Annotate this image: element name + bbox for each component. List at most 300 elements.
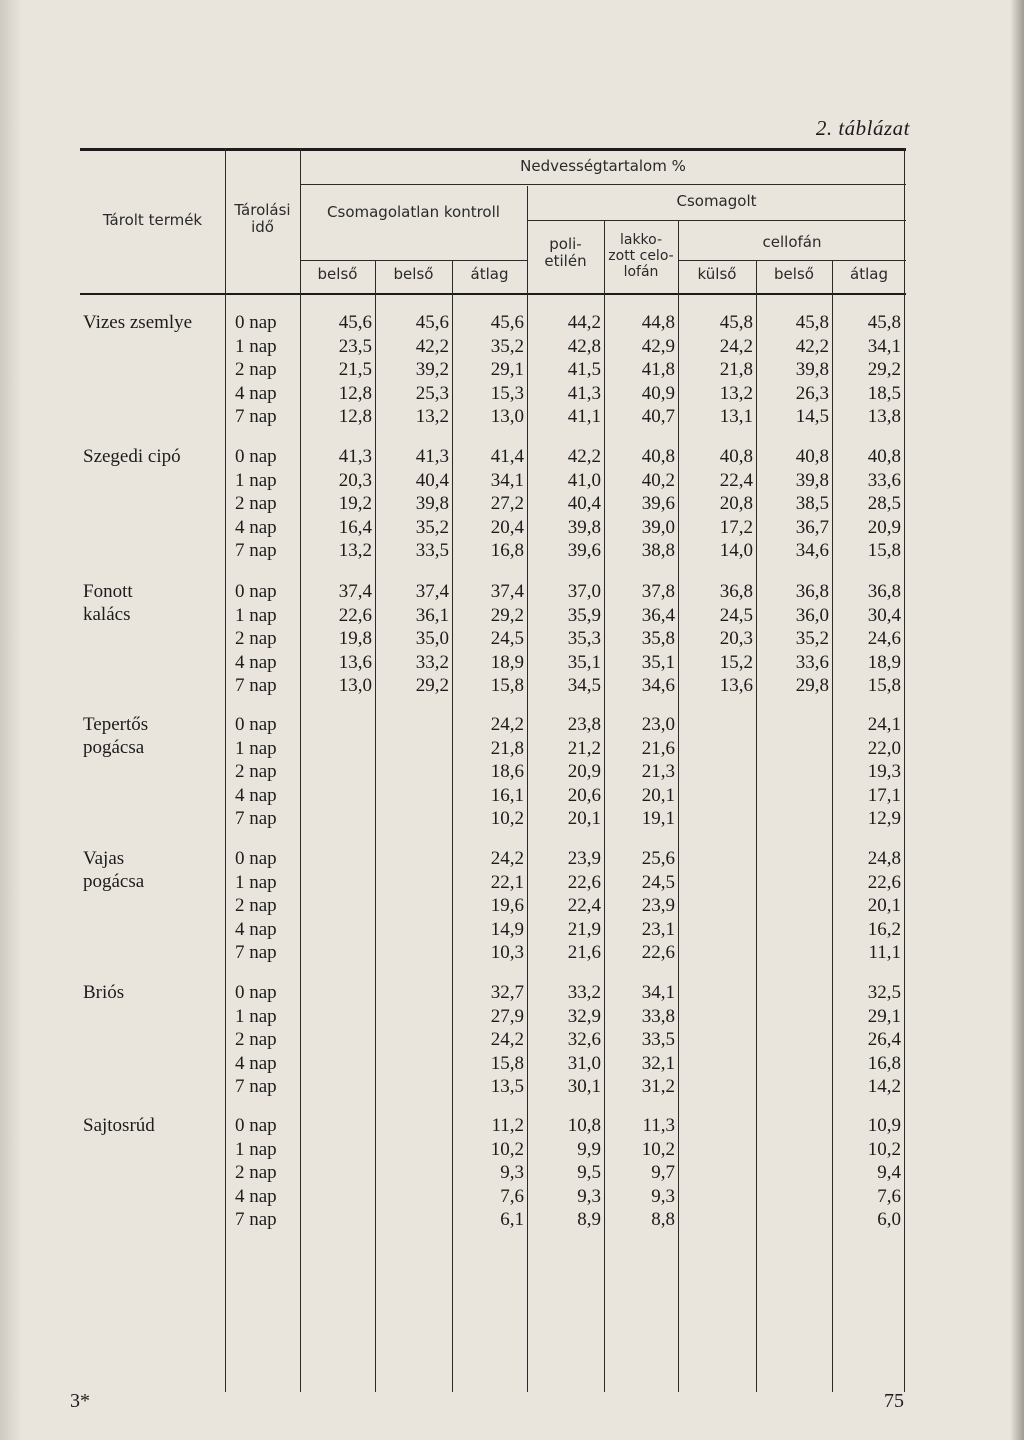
value-cell: 39,8 xyxy=(567,516,601,538)
value-cell: 24,5 xyxy=(719,604,753,626)
value-cell: 21,9 xyxy=(567,918,601,940)
product-group xyxy=(80,981,906,1115)
value-cell: 41,1 xyxy=(567,406,601,427)
value-cell: 20,9 xyxy=(867,516,901,538)
value-cell: 18,5 xyxy=(867,382,901,404)
value-cell: 34,1 xyxy=(641,982,675,1003)
value-cell: 20,1 xyxy=(641,784,675,806)
value-cell: 23,8 xyxy=(567,714,601,735)
value-cell: 25,6 xyxy=(641,848,675,869)
value-cell: 18,6 xyxy=(490,761,524,782)
value-cell: 16,4 xyxy=(338,516,372,538)
value-cell: 40,9 xyxy=(641,382,675,404)
value-cell: 6,0 xyxy=(877,1209,901,1230)
value-cell: 39,8 xyxy=(795,469,829,491)
value-cell: 40,8 xyxy=(719,446,753,467)
value-cell: 13,2 xyxy=(719,382,753,404)
product-name: Fonott kalács xyxy=(83,581,133,625)
value-cell: 15,8 xyxy=(490,1052,524,1074)
value-cell: 41,4 xyxy=(490,446,524,467)
value-column-co xyxy=(720,311,753,429)
storage-day-cell: 0 nap xyxy=(235,446,277,467)
value-column-pe xyxy=(568,311,601,429)
header-moisture: Nedvességtartalom % xyxy=(520,157,686,175)
value-cell: 27,9 xyxy=(490,1005,524,1027)
value-cell: 23,5 xyxy=(338,335,372,357)
value-cell: 20,3 xyxy=(338,469,372,491)
value-cell: 22,4 xyxy=(567,895,601,916)
value-cell: 6,1 xyxy=(500,1209,524,1230)
value-cell: 10,2 xyxy=(641,1138,675,1160)
storage-day-cell: 1 nap xyxy=(235,1138,277,1160)
value-cell: 42,9 xyxy=(641,335,675,357)
value-cell: 37,4 xyxy=(415,581,449,602)
value-column-u2 xyxy=(416,580,449,698)
value-cell: 20,1 xyxy=(867,895,901,916)
header-cellophane: cellofán xyxy=(762,233,822,251)
value-cell: 10,2 xyxy=(490,1138,524,1160)
value-cell: 32,1 xyxy=(641,1052,675,1074)
value-cell: 45,8 xyxy=(719,312,753,333)
value-cell: 38,8 xyxy=(641,540,675,561)
value-cell: 27,2 xyxy=(490,493,524,514)
value-cell: 35,2 xyxy=(795,628,829,649)
value-cell: 33,6 xyxy=(795,651,829,673)
product-group xyxy=(80,580,906,714)
value-cell: 13,2 xyxy=(338,540,372,561)
value-cell: 13,5 xyxy=(490,1076,524,1097)
value-column-lc xyxy=(642,311,675,429)
value-cell: 40,2 xyxy=(641,469,675,491)
value-column-ua xyxy=(491,580,524,698)
value-cell: 40,8 xyxy=(795,446,829,467)
value-cell: 42,2 xyxy=(567,446,601,467)
value-cell: 45,6 xyxy=(338,312,372,333)
value-cell: 17,1 xyxy=(867,784,901,806)
table-caption: 2. táblázat xyxy=(815,116,910,140)
storage-day-cell: 7 nap xyxy=(235,808,277,829)
value-cell: 45,8 xyxy=(795,312,829,333)
storage-day-cell: 4 nap xyxy=(235,516,277,538)
product-name: Szegedi cipó xyxy=(83,446,181,467)
product-name: Tepertős pogácsa xyxy=(83,714,149,758)
value-cell: 13,2 xyxy=(415,406,449,427)
value-cell: 24,5 xyxy=(641,871,675,893)
value-cell: 18,9 xyxy=(490,651,524,673)
value-cell: 33,8 xyxy=(641,1005,675,1027)
value-cell: 19,1 xyxy=(641,808,675,829)
value-cell: 22,6 xyxy=(567,871,601,893)
value-cell: 37,4 xyxy=(490,581,524,602)
storage-day-cell: 2 nap xyxy=(235,1029,277,1050)
value-cell: 36,8 xyxy=(719,581,753,602)
value-cell: 29,1 xyxy=(490,359,524,380)
storage-day-cell: 7 nap xyxy=(235,675,277,696)
value-column-pe xyxy=(568,713,601,831)
product-name: Vizes zsemlye xyxy=(83,312,193,333)
top-rule xyxy=(80,148,906,151)
value-column-pe xyxy=(568,445,601,563)
value-cell: 25,3 xyxy=(415,382,449,404)
value-cell: 10,9 xyxy=(867,1115,901,1136)
storage-day-cell: 4 nap xyxy=(235,1185,277,1207)
storage-day-cell: 0 nap xyxy=(235,312,277,333)
value-cell: 31,0 xyxy=(567,1052,601,1074)
header-product: Tárolt termék xyxy=(102,211,203,229)
value-cell: 35,1 xyxy=(641,651,675,673)
value-cell: 40,8 xyxy=(641,446,675,467)
value-cell: 41,8 xyxy=(641,359,675,380)
value-column-co xyxy=(720,445,753,563)
value-cell: 21,2 xyxy=(567,737,601,759)
value-column-ua xyxy=(491,311,524,429)
storage-day-cell: 7 nap xyxy=(235,406,277,427)
value-cell: 20,3 xyxy=(719,628,753,649)
value-cell: 33,5 xyxy=(641,1029,675,1050)
storage-day-cell: 1 nap xyxy=(235,604,277,626)
value-cell: 21,8 xyxy=(719,359,753,380)
storage-day-cell: 0 nap xyxy=(235,581,277,602)
storage-days xyxy=(235,311,295,429)
product-group xyxy=(80,847,906,981)
value-cell: 24,2 xyxy=(490,1029,524,1050)
value-cell: 21,6 xyxy=(641,737,675,759)
storage-day-cell: 4 nap xyxy=(235,918,277,940)
value-cell: 16,2 xyxy=(867,918,901,940)
storage-day-cell: 2 nap xyxy=(235,895,277,916)
value-cell: 32,5 xyxy=(867,982,901,1003)
storage-day-cell: 0 nap xyxy=(235,714,277,735)
value-cell: 15,8 xyxy=(867,540,901,561)
value-cell: 16,1 xyxy=(490,784,524,806)
storage-day-cell: 0 nap xyxy=(235,982,277,1003)
storage-day-cell: 2 nap xyxy=(235,628,277,649)
header-u-average: átlag xyxy=(470,265,509,283)
rule-under-packed xyxy=(527,220,906,221)
value-cell: 18,9 xyxy=(867,651,901,673)
value-cell: 41,3 xyxy=(567,382,601,404)
value-cell: 38,5 xyxy=(795,493,829,514)
value-cell: 23,9 xyxy=(641,895,675,916)
value-cell: 42,2 xyxy=(415,335,449,357)
value-cell: 15,8 xyxy=(867,675,901,696)
value-cell: 12,8 xyxy=(338,382,372,404)
value-cell: 7,6 xyxy=(500,1185,524,1207)
value-cell: 35,3 xyxy=(567,628,601,649)
value-column-ca xyxy=(868,847,901,965)
value-cell: 41,5 xyxy=(567,359,601,380)
value-cell: 35,2 xyxy=(490,335,524,357)
value-cell: 40,4 xyxy=(415,469,449,491)
value-cell: 37,0 xyxy=(567,581,601,602)
moisture-table xyxy=(80,148,906,1392)
value-cell: 44,2 xyxy=(567,312,601,333)
header-unpacked: Csomagolatlan kontroll xyxy=(327,203,500,221)
value-cell: 33,5 xyxy=(415,540,449,561)
value-cell: 24,8 xyxy=(867,848,901,869)
value-cell: 16,8 xyxy=(490,540,524,561)
storage-days xyxy=(235,580,295,698)
value-column-pe xyxy=(568,580,601,698)
value-cell: 12,9 xyxy=(867,808,901,829)
value-column-lc xyxy=(642,713,675,831)
value-cell: 19,8 xyxy=(338,628,372,649)
value-cell: 34,1 xyxy=(867,335,901,357)
header-lacquered-cellophane: lakko- zott celo- lofán xyxy=(608,232,674,280)
product-group xyxy=(80,1114,906,1248)
value-cell: 19,6 xyxy=(490,895,524,916)
value-cell: 37,8 xyxy=(641,581,675,602)
value-cell: 21,6 xyxy=(567,942,601,963)
value-cell: 24,2 xyxy=(490,848,524,869)
value-column-ua xyxy=(491,1114,524,1232)
value-cell: 33,2 xyxy=(567,982,601,1003)
value-cell: 20,1 xyxy=(567,808,601,829)
value-cell: 20,9 xyxy=(567,761,601,782)
storage-day-cell: 4 nap xyxy=(235,651,277,673)
value-column-ca xyxy=(868,713,901,831)
value-cell: 16,8 xyxy=(867,1052,901,1074)
value-column-lc xyxy=(642,445,675,563)
value-column-ua xyxy=(491,847,524,965)
value-cell: 29,8 xyxy=(795,675,829,696)
value-cell: 13,1 xyxy=(719,406,753,427)
header-c-average: átlag xyxy=(850,265,888,283)
value-cell: 15,8 xyxy=(490,675,524,696)
value-column-ca xyxy=(868,580,901,698)
value-column-ca xyxy=(868,1114,901,1232)
value-cell: 24,1 xyxy=(867,714,901,735)
value-column-ua xyxy=(491,713,524,831)
value-cell: 34,6 xyxy=(641,675,675,696)
value-cell: 24,2 xyxy=(719,335,753,357)
value-cell: 11,2 xyxy=(491,1115,524,1136)
value-cell: 14,0 xyxy=(719,540,753,561)
value-cell: 34,5 xyxy=(567,675,601,696)
value-cell: 36,4 xyxy=(641,604,675,626)
value-cell: 10,3 xyxy=(490,942,524,963)
page-edge-right xyxy=(1010,0,1024,1440)
value-column-u2 xyxy=(416,311,449,429)
value-cell: 36,1 xyxy=(415,604,449,626)
header-c-inner: belső xyxy=(774,265,814,283)
storage-day-cell: 4 nap xyxy=(235,382,277,404)
value-cell: 13,6 xyxy=(719,675,753,696)
value-cell: 21,3 xyxy=(641,761,675,782)
value-cell: 45,6 xyxy=(415,312,449,333)
page-edge-left xyxy=(0,0,22,1440)
storage-day-cell: 0 nap xyxy=(235,848,277,869)
value-cell: 22,6 xyxy=(338,604,372,626)
signature-mark: 3* xyxy=(70,1390,90,1412)
value-cell: 22,1 xyxy=(490,871,524,893)
value-cell: 24,6 xyxy=(867,628,901,649)
value-cell: 22,6 xyxy=(867,871,901,893)
value-cell: 9,3 xyxy=(577,1185,601,1207)
value-cell: 29,2 xyxy=(415,675,449,696)
value-cell: 39,2 xyxy=(415,359,449,380)
value-column-co xyxy=(720,580,753,698)
value-cell: 12,8 xyxy=(338,406,372,427)
value-cell: 40,7 xyxy=(641,406,675,427)
header-u-inner-1: belső xyxy=(317,265,358,283)
storage-day-cell: 2 nap xyxy=(235,761,277,782)
value-cell: 10,2 xyxy=(490,808,524,829)
value-cell: 36,8 xyxy=(867,581,901,602)
storage-day-cell: 1 nap xyxy=(235,1005,277,1027)
value-column-u1 xyxy=(339,580,372,698)
value-cell: 8,9 xyxy=(577,1209,601,1230)
value-cell: 9,3 xyxy=(651,1185,675,1207)
value-cell: 30,4 xyxy=(867,604,901,626)
value-cell: 21,5 xyxy=(338,359,372,380)
page-number: 75 xyxy=(884,1390,904,1412)
value-column-ci xyxy=(796,445,829,563)
value-column-ca xyxy=(868,445,901,563)
value-column-ca xyxy=(868,311,901,429)
product-name: Briós xyxy=(83,982,125,1003)
product-group xyxy=(80,713,906,847)
value-cell: 35,2 xyxy=(415,516,449,538)
storage-day-cell: 7 nap xyxy=(235,1209,277,1230)
value-cell: 42,2 xyxy=(795,335,829,357)
value-cell: 14,9 xyxy=(490,918,524,940)
value-cell: 42,8 xyxy=(567,335,601,357)
header-storage-time: Tárolási idő xyxy=(234,201,291,236)
value-cell: 39,8 xyxy=(415,493,449,514)
header-polyethylene: poli- etilén xyxy=(544,235,587,270)
value-cell: 14,2 xyxy=(867,1076,901,1097)
header-c-outer: külső xyxy=(697,265,737,283)
header-u-inner-2: belső xyxy=(393,265,434,283)
value-cell: 32,9 xyxy=(567,1005,601,1027)
header-bottom-rule xyxy=(80,293,906,295)
product-name: Vajas pogácsa xyxy=(83,848,145,892)
value-cell: 11,1 xyxy=(868,942,901,963)
value-cell: 45,8 xyxy=(867,312,901,333)
value-column-ua xyxy=(491,981,524,1099)
value-cell: 13,0 xyxy=(490,406,524,427)
header-packed: Csomagolt xyxy=(676,192,757,210)
value-cell: 28,5 xyxy=(867,493,901,514)
rule-under-cellophane xyxy=(678,260,906,261)
value-cell: 26,4 xyxy=(867,1029,901,1050)
value-cell: 19,3 xyxy=(867,761,901,782)
value-column-lc xyxy=(642,580,675,698)
value-cell: 9,7 xyxy=(651,1162,675,1183)
value-cell: 36,8 xyxy=(795,581,829,602)
value-cell: 44,8 xyxy=(641,312,675,333)
value-cell: 32,6 xyxy=(567,1029,601,1050)
value-cell: 29,1 xyxy=(867,1005,901,1027)
value-cell: 35,1 xyxy=(567,651,601,673)
value-cell: 45,6 xyxy=(490,312,524,333)
value-column-u2 xyxy=(416,445,449,563)
value-cell: 40,4 xyxy=(567,493,601,514)
value-cell: 31,2 xyxy=(641,1076,675,1097)
value-cell: 24,5 xyxy=(490,628,524,649)
storage-days xyxy=(235,713,295,831)
storage-day-cell: 2 nap xyxy=(235,493,277,514)
value-cell: 36,7 xyxy=(795,516,829,538)
value-column-u1 xyxy=(339,445,372,563)
value-cell: 39,8 xyxy=(795,359,829,380)
value-cell: 20,4 xyxy=(490,516,524,538)
storage-day-cell: 7 nap xyxy=(235,1076,277,1097)
value-cell: 41,3 xyxy=(415,446,449,467)
value-column-pe xyxy=(568,1114,601,1232)
value-cell: 30,1 xyxy=(567,1076,601,1097)
storage-day-cell: 1 nap xyxy=(235,871,277,893)
value-cell: 20,8 xyxy=(719,493,753,514)
storage-days xyxy=(235,1114,295,1232)
value-cell: 35,0 xyxy=(415,628,449,649)
value-cell: 37,4 xyxy=(338,581,372,602)
value-cell: 13,0 xyxy=(338,675,372,696)
storage-day-cell: 1 nap xyxy=(235,469,277,491)
value-cell: 39,0 xyxy=(641,516,675,538)
value-column-pe xyxy=(568,847,601,965)
value-cell: 15,3 xyxy=(490,382,524,404)
storage-day-cell: 7 nap xyxy=(235,540,277,561)
value-cell: 23,9 xyxy=(567,848,601,869)
rule-under-moisture xyxy=(300,184,906,185)
value-cell: 36,0 xyxy=(795,604,829,626)
value-cell: 13,6 xyxy=(338,651,372,673)
value-cell: 17,2 xyxy=(719,516,753,538)
value-cell: 19,2 xyxy=(338,493,372,514)
value-column-ci xyxy=(796,311,829,429)
storage-day-cell: 4 nap xyxy=(235,784,277,806)
value-cell: 33,2 xyxy=(415,651,449,673)
value-cell: 14,5 xyxy=(795,406,829,427)
product-group xyxy=(80,445,906,579)
value-cell: 20,6 xyxy=(567,784,601,806)
value-cell: 10,2 xyxy=(867,1138,901,1160)
value-cell: 39,6 xyxy=(567,540,601,561)
value-cell: 10,8 xyxy=(567,1115,601,1136)
value-cell: 34,6 xyxy=(795,540,829,561)
storage-day-cell: 2 nap xyxy=(235,1162,277,1183)
value-cell: 24,2 xyxy=(490,714,524,735)
value-column-lc xyxy=(642,847,675,965)
value-cell: 35,9 xyxy=(567,604,601,626)
value-cell: 26,3 xyxy=(795,382,829,404)
product-group xyxy=(80,311,906,445)
value-cell: 33,6 xyxy=(867,469,901,491)
value-column-lc xyxy=(642,981,675,1099)
value-cell: 22,0 xyxy=(867,737,901,759)
value-cell: 8,8 xyxy=(651,1209,675,1230)
storage-days xyxy=(235,847,295,965)
value-cell: 41,0 xyxy=(567,469,601,491)
value-cell: 13,8 xyxy=(867,406,901,427)
value-cell: 23,0 xyxy=(641,714,675,735)
value-column-pe xyxy=(568,981,601,1099)
value-column-ci xyxy=(796,580,829,698)
value-cell: 41,3 xyxy=(338,446,372,467)
value-cell: 39,6 xyxy=(641,493,675,514)
storage-day-cell: 7 nap xyxy=(235,942,277,963)
storage-day-cell: 1 nap xyxy=(235,335,277,357)
value-cell: 9,3 xyxy=(500,1162,524,1183)
product-name: Sajtosrúd xyxy=(83,1115,155,1136)
storage-day-cell: 0 nap xyxy=(235,1115,277,1136)
value-cell: 9,5 xyxy=(577,1162,601,1183)
value-cell: 29,2 xyxy=(490,604,524,626)
value-column-ua xyxy=(491,445,524,563)
value-cell: 22,4 xyxy=(719,469,753,491)
